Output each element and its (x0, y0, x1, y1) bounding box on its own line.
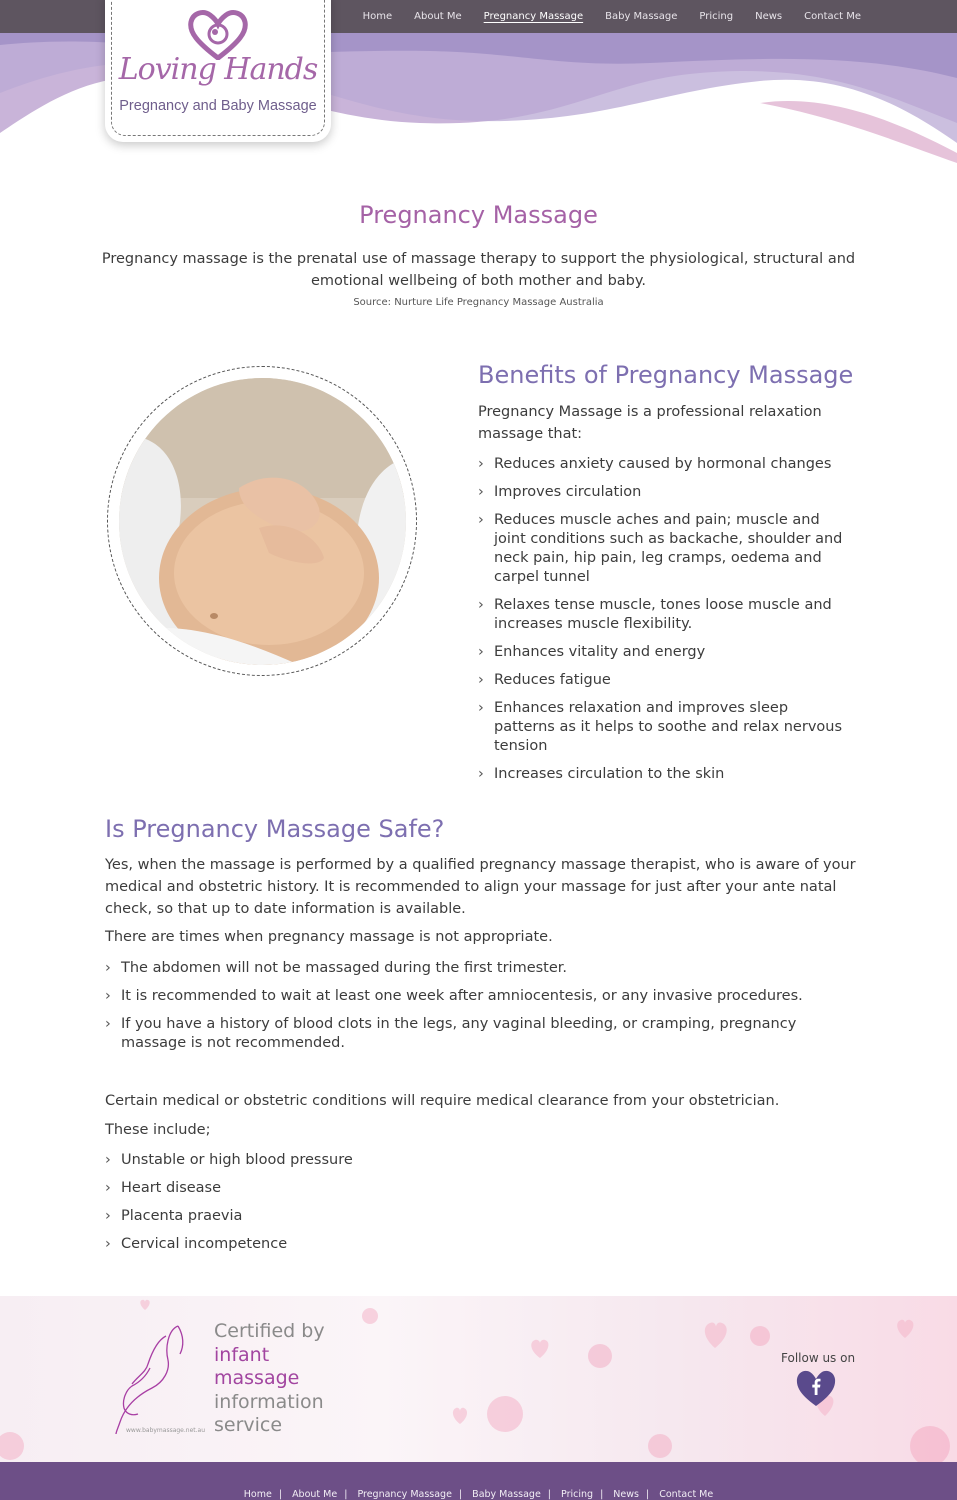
infant-massage-logo-icon (116, 1326, 183, 1434)
list-item: › Enhances vitality and energy (478, 643, 853, 662)
follow-us-label: Follow us on (781, 1351, 856, 1365)
safety-para-2: There are times when pregnancy massage is not appropriate. (105, 929, 553, 945)
footer-link-home[interactable]: Home (243, 1489, 272, 1500)
list-item: › Relaxes tense muscle, tones loose muscle and increases muscle flexibility. (478, 596, 853, 634)
list-item: › Reduces muscle aches and pain; muscle and joint conditions such as backache, shoulder and neck pain, hip pain, leg cramps, oedema and carpel tunnel (478, 511, 853, 587)
benefits-heading: Benefits of Pregnancy Massage (478, 361, 854, 389)
conditions-list (105, 1151, 857, 1263)
footer-link-pricing[interactable]: Pricing (561, 1489, 594, 1500)
list-item: › Improves circulation (478, 483, 853, 502)
footer-link-about-me[interactable]: About Me (292, 1489, 338, 1500)
cert-line-3: massage (214, 1367, 300, 1389)
main-nav (363, 0, 861, 33)
list-item: › Increases circulation to the skin (478, 765, 853, 784)
benefits-list (478, 455, 853, 793)
benefits-lead: Pregnancy Massage is a professional relaxation massage that: (478, 404, 822, 442)
list-item: › Heart disease (105, 1179, 857, 1198)
list-item: › Reduces anxiety caused by hormonal changes (478, 455, 853, 474)
nav-baby-massage[interactable]: Baby Massage (605, 11, 678, 22)
footer-nav: Home | About Me | Pregnancy Massage | Baby Massage | Pricing | News | Contact Me (243, 1489, 714, 1500)
safety-para-1: Yes, when the massage is performed by a qualified pregnancy massage therapist, who is aware of your medical and obstetric history. It is recommended to align your massage for just after your ante natal check, so that up to date information is available. (105, 857, 856, 917)
facebook-heart-icon[interactable] (796, 1369, 836, 1407)
footer-link-baby-massage[interactable]: Baby Massage (472, 1489, 541, 1500)
footer-link-news[interactable]: News (613, 1489, 639, 1500)
list-item: › It is recommended to wait at least one week after amniocentesis, or any invasive procedures. (105, 987, 857, 1006)
nav-contact-me[interactable]: Contact Me (804, 11, 861, 22)
list-item: › Cervical incompetence (105, 1235, 857, 1254)
nav-about-me[interactable]: About Me (414, 11, 462, 22)
logo-card[interactable] (105, 0, 331, 142)
safety-para-3: Certain medical or obstetric conditions will require medical clearance from your obstetrician. (105, 1093, 780, 1109)
list-item: › Enhances relaxation and improves sleep patterns as it helps to soothe and relax nervous tension (478, 699, 853, 756)
source-caption: Source: Nurture Life Pregnancy Massage Australia (353, 297, 604, 308)
logo-subtitle: Pregnancy and Baby Massage (119, 98, 317, 114)
certified-by-text (214, 1320, 325, 1438)
safety-para-4: These include; (105, 1122, 211, 1138)
nav-home[interactable]: Home (362, 11, 393, 22)
nav-pregnancy-massage[interactable]: Pregnancy Massage (483, 11, 584, 22)
list-item: › Unstable or high blood pressure (105, 1151, 857, 1170)
intro-text: Pregnancy massage is the prenatal use of massage therapy to support the physiological, structural and emotional wellbeing of both mother and baby. (101, 251, 856, 289)
list-item: › Reduces fatigue (478, 671, 853, 690)
safety-heading: Is Pregnancy Massage Safe? (105, 815, 445, 843)
cert-line-5: service (214, 1414, 283, 1436)
page-title: Pregnancy Massage (359, 201, 598, 229)
nav-pricing[interactable]: Pricing (699, 11, 734, 22)
list-item: › The abdomen will not be massaged during the first trimester. (105, 959, 857, 978)
footer-link-contact-me[interactable]: Contact Me (659, 1489, 714, 1500)
footer-link-pregnancy-massage[interactable]: Pregnancy Massage (357, 1489, 452, 1500)
cert-line-1: Certified by (214, 1320, 325, 1342)
nav-news[interactable]: News (755, 11, 783, 22)
list-item: › Placenta praevia (105, 1207, 857, 1226)
safety-list (105, 959, 857, 1062)
cert-url: www.babymassage.net.au (126, 1427, 206, 1434)
list-item: › If you have a history of blood clots in the legs, any vaginal bleeding, or cramping, pregnancy massage is not recommended. (105, 1015, 857, 1053)
pregnant-belly-photo (119, 378, 406, 665)
cert-line-2: infant (214, 1343, 270, 1366)
logo-script-text: Loving Hands (118, 52, 318, 87)
cert-line-4: information (214, 1390, 324, 1413)
